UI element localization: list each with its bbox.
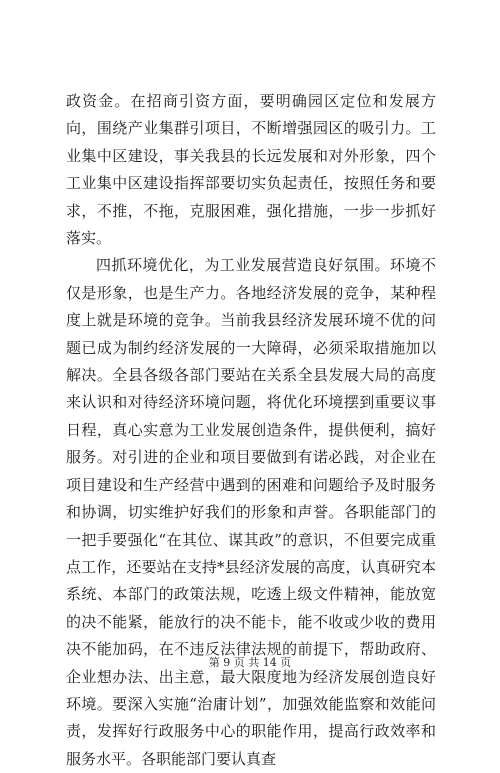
paragraph-1: 政资金。在招商引资方面，要明确园区定位和发展方向，围绕产业集群引项目，不断增强园区的吸引力。工业集中区建设，事关我县的长远发展和对外形象，四个工业集中区建设指挥部要切实负起责任，按照任务和要求，不推，不拖，克服困难，强化措施，一步一步抓好落实。 <box>66 92 436 248</box>
page-footer: 第 9 页 共 14 页 <box>208 656 292 669</box>
paragraph-2: 四抓环境优化，为工业发展营造良好氛围。环境不仅是形象，也是生产力。各地经济发展的竞争，某种程度上就是环境的竞争。当前我县经济发展环境不优的问题已成为制约经济发展的一大障碍，必须采取措施加以解决。全县各级各部门要站在关系全县发展大局的高度来认识和对待经济环境问题，将优化环境摆到重要议事日程，真心实意为工业发展创造条件，提供便利，搞好服务。对引进的企业和项目要做到有诺必践，对企业在项目建设和生产经营中遇到的困难和问题给予及时服务和协调，切实维护好我们的形象和声誉。各职能部门的一把手要强化“在其位、谋其政”的意识，不但要完成重点工作，还要站在支持*县经济发展的高度，认真研究本系统、本部门的政策法规，吃透上级文件精神，能放宽的决不能紧，能放行的决不能卡，能不收或少收的费用决不能加码，在不违反法律法规的前提下，帮助政府、企业想办法、出主意，最大限度地为经济发展创造良好环境。要深入实施“治庸计划”，加强效能监察和效能问责，发挥好行政服务中心的职能作用，提高行政效率和服务水平。各职能部门要认真查 <box>66 256 436 768</box>
document-body <box>66 88 436 773</box>
